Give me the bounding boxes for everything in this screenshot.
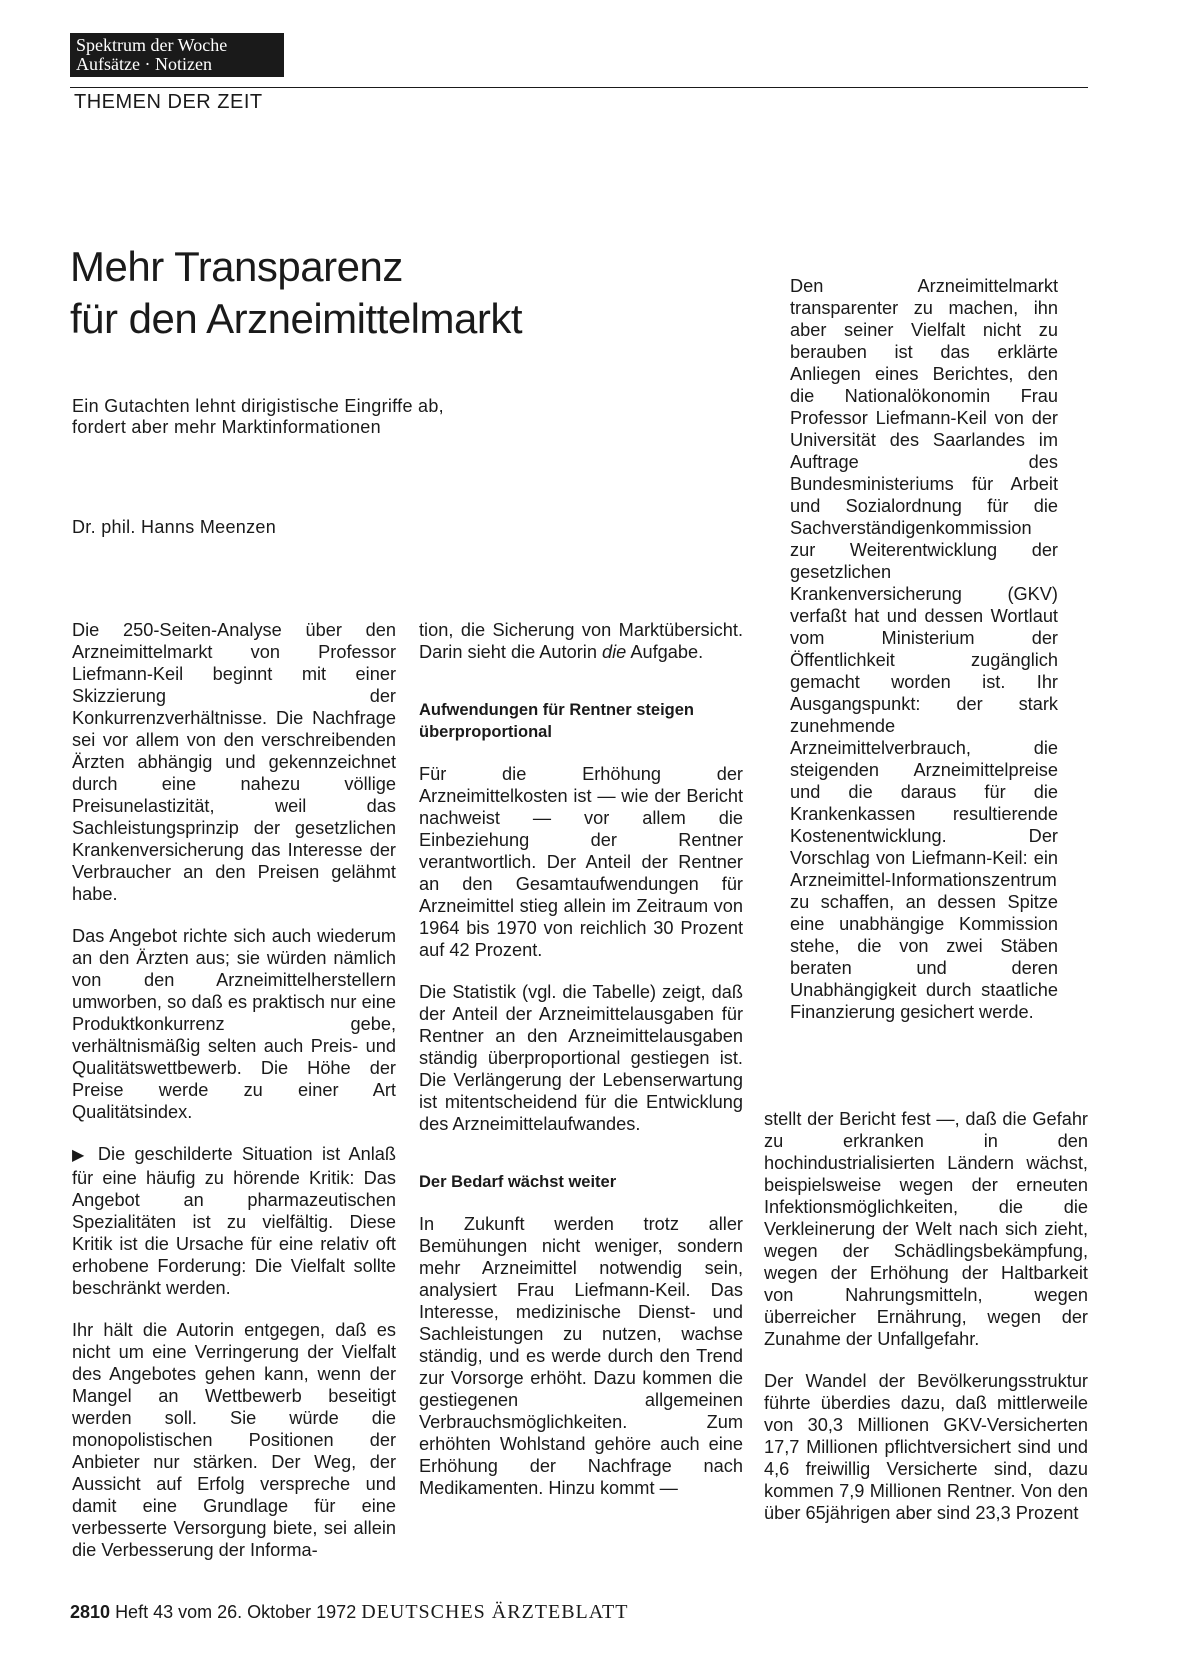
column-3-bottom: [764, 1108, 1088, 1524]
section-label-line2: Aufsätze · Notizen: [76, 54, 212, 74]
emphasis: die: [602, 642, 627, 662]
subtitle-line-1: Ein Gutachten lehnt dirigistische Eingriffe ab,: [72, 396, 444, 416]
page-footer: [70, 1601, 628, 1624]
column-3-top: [790, 275, 1058, 1023]
paragraph: [419, 619, 743, 663]
section-label-line1: Spektrum der Woche: [76, 35, 228, 55]
triangle-marker-icon: ▶: [72, 1147, 89, 1164]
paragraph: Die Statistik (vgl. die Tabelle) zeigt, daß der Anteil der Arzneimittelausgaben für Rentner an den Arzneimittelausgaben ständig überproportional gestiegen ist. Die Verlängerung der Lebenserwartung ist mitentscheidend für die Entwicklung des Arzneimittelaufwandes.: [419, 982, 743, 1134]
paragraph: Die 250-Seiten-Analyse über den Arzneimittelmarkt von Professor Liefmann-Keil beginnt mit einer Skizzierung der Konkurrenzverhältnisse. Die Nachfrage sei vor allem von den verschreibenden Ärzten abhängig und gekennzeichnet durch eine nahezu völlige Preisunelastizität, weil das Sachleistungsprinzip der gesetzlichen Krankenversicherung das Interesse der Verbraucher an den Preisen gelähmt habe.: [72, 620, 396, 904]
subheading: Aufwendungen für Rentner steigen überproportional: [419, 701, 695, 741]
header-rule: [70, 87, 1088, 88]
article-subtitle: [72, 396, 592, 438]
article-title: [70, 241, 710, 345]
author-byline: Dr. phil. Hanns Meenzen: [72, 517, 277, 537]
issue-info: Heft 43 vom 26. Oktober 1972: [115, 1602, 357, 1622]
paragraph-text: Die geschilderte Situation ist Anlaß für eine häufig zu hörende Kritik: Das Angebot an pharmazeutischen Spezialitäten ist zu vielfältig. Diese Kritik ist die Ursache für eine relativ oft erhobene Forderung: Die Vielfalt sollte beschränkt werden.: [72, 1144, 397, 1298]
paragraph-text: tion, die Sicherung von Marktübersicht. Darin sieht die Autorin: [419, 620, 743, 662]
paragraph-highlight: [72, 1143, 396, 1299]
subheading: Der Bedarf wächst weiter: [419, 1173, 617, 1191]
paragraph: stellt der Bericht fest —, daß die Gefahr zu erkranken in den hochindustrialisierten Ländern wächst, beispielsweise wegen der erneuten Infektionsmöglichkeiten, die die Verkleinerung der Welt nach sich zieht, wegen der Schädlingsbekämpfung, wegen der Erhöhung der Haltbarkeit von Nahrungsmitteln, wegen überreicher Ernährung, wegen der Zunahme der Unfallgefahr.: [764, 1109, 1088, 1349]
page-number: 2810: [70, 1602, 111, 1622]
column-2: [419, 619, 743, 1499]
column-1: [72, 619, 396, 1561]
paragraph: Für die Erhöhung der Arzneimittelkosten ist — wie der Bericht nachweist — vor allem die Einbeziehung der Rentner verantwortlich. Der Anteil der Rentner an den Gesamtaufwendungen für Arzneimittel stieg allein im Zeitraum von 1964 bis 1970 von reichlich 30 Prozent auf 42 Prozent.: [419, 764, 743, 960]
paragraph: Der Wandel der Bevölkerungsstruktur führte überdies dazu, daß mittlerweile von 30,3 Millionen GKV-Versicherten 17,7 Millionen pflichtversichert sind und 4,6 freiwillig Versicherte sind, dazu kommen 7,9 Millionen Rentner. Von den über 65jährigen aber sind 23,3 Prozent: [764, 1371, 1088, 1523]
paragraph: Das Angebot richte sich auch wiederum an den Ärzten aus; sie würden nämlich von den Arzneimittelherstellern umworben, so daß es praktisch nur eine Produktkonkurrenz gebe, verhältnismäßig selten auch Preis- und Qualitätswettbewerb. Die Höhe der Preise werde zu einer Art Qualitätsindex.: [72, 926, 396, 1122]
paragraph-text: Aufgabe.: [630, 642, 704, 662]
paragraph: Ihr hält die Autorin entgegen, daß es nicht um eine Verringerung der Vielfalt des Angebotes gehen kann, wenn der Mangel an Wettbewerb beseitigt werden soll. Sie würde die monopolistischen Positionen der Anbieter nur stärken. Der Weg, der Aussicht auf Erfolg verspreche und damit eine Grundlage für eine verbesserte Versorgung biete, sei allein die Verbesserung der Informa-: [72, 1320, 396, 1560]
rubric: THEMEN DER ZEIT: [74, 91, 263, 113]
title-line-1: Mehr Transparenz: [70, 243, 403, 290]
section-label-box: [70, 33, 284, 77]
subtitle-line-2: fordert aber mehr Marktinformationen: [72, 417, 381, 437]
paragraph: In Zukunft werden trotz aller Bemühungen nicht weniger, sondern mehr Arzneimittel notwendig sein, analysiert Frau Liefmann-Keil. Das Interesse, medizinische Dienst- und Sachleistungen zu nutzen, wachse ständig, und es werde durch den Trend zur Vorsorge erhöht. Dazu kommen die gestiegenen allgemeinen Verbrauchsmöglichkeiten. Zum erhöhten Wohlstand gehöre auch eine Erhöhung der Nachfrage nach Medikamenten. Hinzu kommt —: [419, 1214, 743, 1498]
paragraph: Den Arzneimittelmarkt transparenter zu machen, ihn aber seiner Vielfalt nicht zu berauben ist das erklärte Anliegen eines Berichtes, den die Nationalökonomin Frau Professor Liefmann-Keil von der Universität des Saarlandes im Auftrage des Bundesministeriums für Arbeit und Sozialordnung für die Sachverständigenkommission zur Weiterentwicklung der gesetzlichen Krankenversicherung (GKV) verfaßt hat und dessen Wortlaut vom Ministerium der Öffentlichkeit zugänglich gemacht worden ist. Ihr Ausgangspunkt: der stark zunehmende Arzneimittelverbrauch, die steigenden Arzneimittelpreise und die daraus für die Krankenkassen resultierende Kostenentwicklung. Der Vorschlag von Liefmann-Keil: ein Arzneimittel-Informationszentrum zu schaffen, an dessen Spitze eine unabhängige Kommission stehe, die von zwei Stäben beraten und deren Unabhängigkeit durch staatliche Finanzierung gesichert werde.: [790, 276, 1058, 1022]
title-line-2: für den Arzneimittelmarkt: [70, 295, 523, 342]
magazine-name: DEUTSCHES ÄRZTEBLATT: [361, 1601, 629, 1623]
